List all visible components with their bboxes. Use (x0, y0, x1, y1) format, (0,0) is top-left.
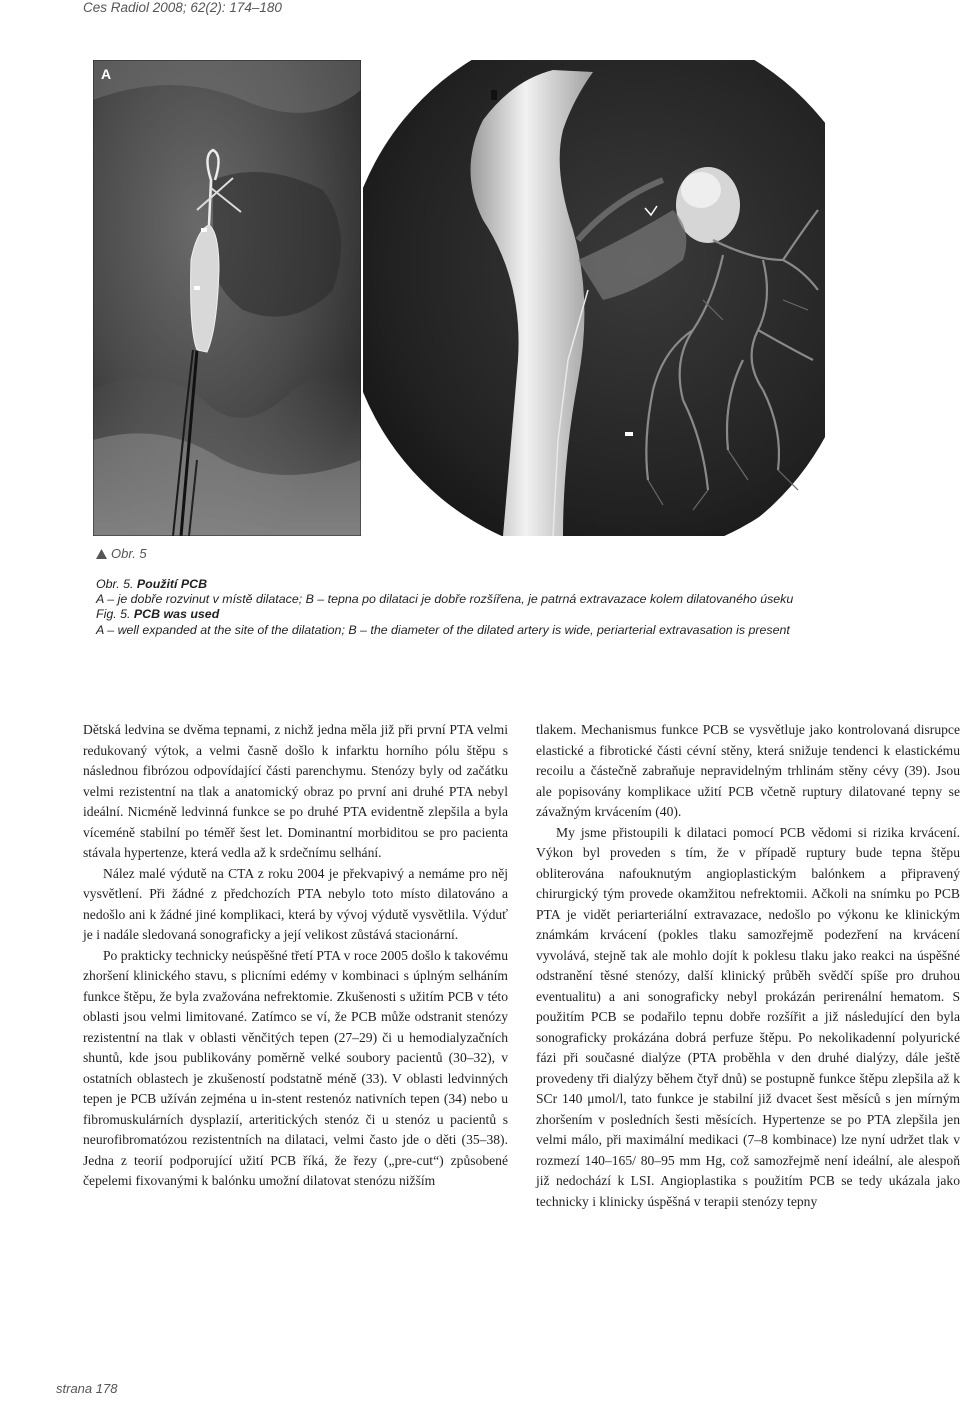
body-column-left (83, 720, 508, 1192)
body-paragraph: Nález malé výdutě na CTA z roku 2004 je překvapivý a nemáme pro něj vysvětlení. Při žádné z předchozích PTA nebylo toto místo dilatováno a nedošlo ani k žádné jiné komplikaci, která by vývoj výdutě vysvětlila. Výduť je i nadále sledovaná sonograficky a její velikost zůstává stacionární. (83, 865, 508, 942)
caption-en-text: A – well expanded at the site of the dilatation; B – the diameter of the dilated artery is wide, periarterial extravasation is present (96, 622, 790, 637)
panel-b-label: B (369, 66, 380, 82)
caption-en-title: PCB was used (133, 607, 220, 622)
caption-en-prefix: Fig. 5. (96, 607, 134, 622)
body-paragraph: tlakem. Mechanismus funkce PCB se vysvětluje jako kontrolovaná disrupce elastické a fibrotické části cévní stěny, která snižuje tendenci k elastickému recoilu a částečně zabraňuje nepravidelným trhlinám stěny cévy (39). Jsou ale popisovány komplikace užití PCB včetně ruptury dilatované tepny se závažným krvácením (40). (536, 722, 960, 819)
figure-caption (96, 577, 896, 638)
triangle-up-icon (96, 549, 107, 559)
page-number: strana 178 (56, 1381, 118, 1396)
journal-header: Ces Radiol 2008; 62(2): 174–180 (83, 0, 282, 15)
body-column-right (536, 720, 960, 1212)
caption-en-title-line (96, 607, 896, 622)
caption-cz-text: A – je dobře rozvinut v místě dilatace; B – tepna po dilataci je dobře rozšířena, je patrná extravazace kolem dilatovaného úseku (96, 592, 794, 607)
panel-a-xray-image (93, 60, 361, 536)
figure-reference (96, 546, 147, 561)
body-paragraph: Po prakticky technicky neúspěšné třetí PTA v roce 2005 došlo k takovému zhoršení klinického stavu, s plicními edémy v kombinaci s úplným selháním funkce štěpu, že byla zvažována nefrektomie. Zkušenosti s užitím PCB v této oblasti jsou velmi limitované. Zatímco se ví, že PCB může odstranit stenózy rezistentní na tlak v oblasti věnčitých tepen (27–29) či u hemodialyzačních shuntů, kde jsou publikovány poměrně velké soubory pacientů (30–32), v ostatních oblastech je zkušeností podstatně méně (33). V oblasti ledvinných tepen je PCB užíván zejména u in-stent restenóz nativních tepen (34) nebo u fibromuskulárních dysplazií, arteritických stenóz či u stenóz u pacientů s neurofibromatózou rezistentních na dilataci, velmi často jde o děti (35–38). Jedna z teorií podporující užití PCB říká, že řezy („pre-cut“) způsobené čepelemi fixovanými k balónku umožní dilatovat stenózu nižším (83, 947, 508, 1188)
caption-cz-prefix: Obr. 5. (96, 577, 137, 591)
body-paragraph: Dětská ledvina se dvěma tepnami, z nichž jedna měla již při první PTA velmi redukovaný výtok, a velmi časně došlo k infarktu horního pólu štěpu s následnou fibrózou odpovídající části parenchymu. Stenózy byly od začátku velmi rezistentní na tlak a anatomický obraz po první ani druhé PTA nebyl ideální. Nicméně ledvinná funkce se po druhé PTA evidentně zlepšila a byla víceméně stabilní po téměř šest let. Dominantní morbiditou se pro pacienta stávala hypertenze, která vedla až k srdečnímu selhání. (83, 722, 508, 860)
figure-reference-label: Obr. 5 (111, 546, 147, 561)
panel-a-label: A (101, 66, 112, 82)
body-paragraph: My jsme přistoupili k dilataci pomocí PCB vědomi si rizika krvácení. Výkon byl proveden s tím, že v případě ruptury bude tepna štěpu obliterována nafouknutým angioplastickým balónkem a připravený chirurgický tým provede okamžitou nefrektomii. Ačkoli na snímku po PCB PTA je vidět periarteriální extravazace, nedošlo po výkonu ke klinickým známkám krvácení (pokles tlaku samozřejmě podezření na krvácení vyvolává, stejně tak ale mohlo dojít k poklesu tlaku jako reakci na úspěšné odstranění těsné stenózy, další klinický průběh svědčí spíše pro druhou eventualitu) a ani sonograficky nebyl prokázán perirenální hematom. S použitím PCB se podařilo tepnu dobře rozšířit a již následující den byla sonograficky prokázána dobrá perfuze štěpu. Po nekolikadenní polyurické fázi při současné dialýze (PTA proběhla v den druhé dialýzy, dále ještě provedeny tři dialýzy během čtyř dnů) se postupně funkce štěpu zlepšila až k SCr 140 μmol/l, tato funkce je stabilní již dvacet šest měsíců s jen mírným zhoršením v posledních šesti měsících. Hypertenze se po PTA zlepšila jen velmi málo, při maximální medikaci (7–8 kombinace) lze nyní udržet tlak v rozmezí 140–165/ 80–95 mm Hg, což samozřejmě není ideální, ale alespoň již nedochází k LSI. Angioplastika s použitím PCB se tedy ukázala jako technicky i klinicky úspěšná v terapii stenózy tepny (536, 824, 960, 1209)
caption-cz-title-line (96, 577, 896, 592)
panel-b-angiography-image (363, 60, 825, 536)
caption-cz-title: Použití PCB (136, 577, 208, 591)
figure-5 (93, 60, 825, 536)
